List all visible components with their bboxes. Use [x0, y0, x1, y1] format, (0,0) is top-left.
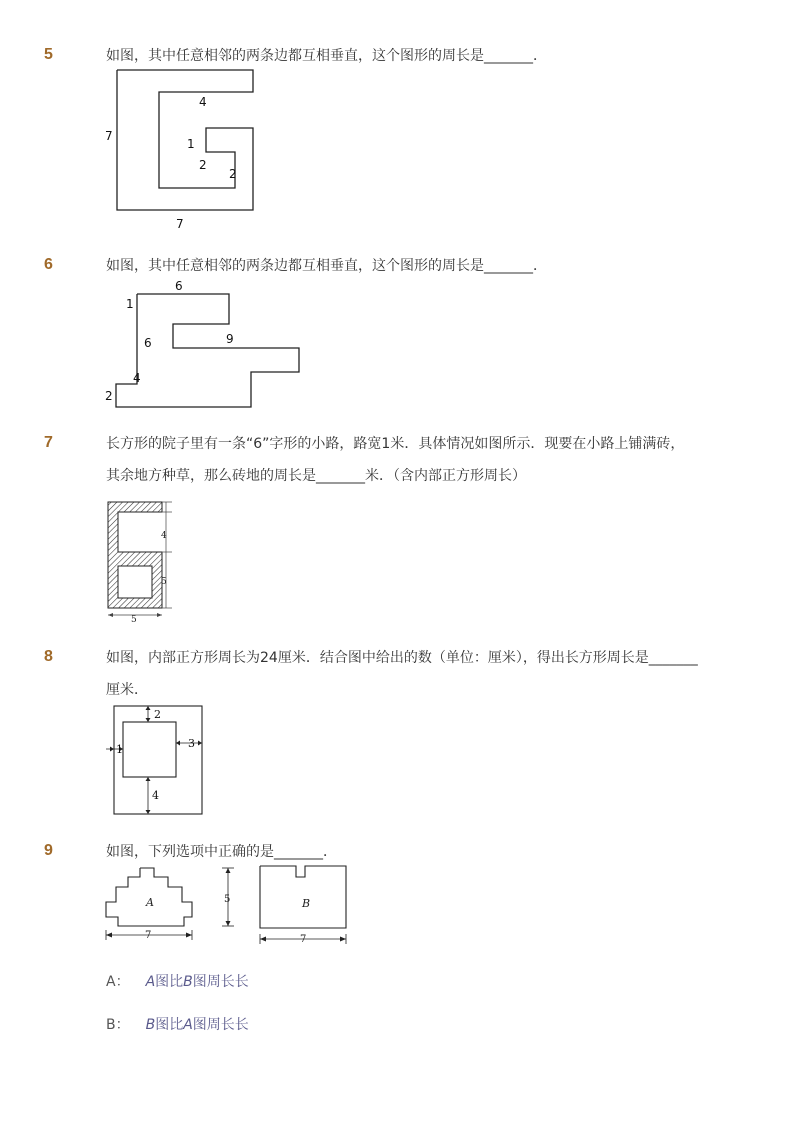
q9-option-b-tail: 图周长长	[192, 1017, 249, 1033]
q8-figure	[102, 700, 208, 818]
question-number-5: 5	[44, 46, 53, 63]
question-8-line-1: 如图，内部正方形周长为24厘米．结合图中给出的数（单位：厘米），得出长方形周长是_______	[106, 650, 698, 666]
q7-label-bottom: 5	[131, 615, 137, 624]
q9-option-b-em2: A	[183, 1017, 193, 1033]
q5-label-top: 4	[199, 95, 207, 109]
q9-option-a-em2: B	[183, 974, 193, 990]
q9-figure	[98, 860, 354, 948]
q5-figure	[95, 62, 275, 237]
question-5-text: 如图，其中任意相邻的两条边都互相垂直，这个图形的周长是_______．	[106, 48, 547, 64]
q7-figure	[100, 496, 190, 624]
q9-label-height: 5	[224, 894, 231, 905]
q8-label-right: 3	[188, 737, 195, 750]
question-number-7: 7	[44, 434, 53, 451]
q5-spiral-outline	[117, 70, 253, 210]
question-number-6: 6	[44, 256, 53, 273]
q6-label-top: 6	[175, 279, 183, 293]
q9-option-a-key: A：	[106, 974, 130, 990]
q7-label-upper: 4	[161, 531, 167, 541]
q8-label-top: 2	[154, 708, 161, 721]
q9-label-width-a: 7	[145, 930, 152, 941]
question-number-9: 9	[44, 842, 53, 859]
q6-label-mid-right: 9	[226, 332, 234, 346]
q9-label-fig-a: A	[146, 896, 154, 909]
q9-option-b-key: B：	[106, 1017, 130, 1033]
q9-option-b-mid: 图比	[155, 1017, 184, 1033]
q7-brick-path	[108, 502, 162, 608]
q8-label-left: 1	[116, 743, 123, 756]
q9-label-width-b: 7	[300, 934, 307, 945]
question-9-text: 如图，下列选项中正确的是_______．	[106, 844, 337, 860]
q5-label-left: 7	[105, 129, 113, 143]
question-7-line-2: 其余地方种草，那么砖地的周长是_______米．（含内部正方形周长）	[106, 468, 526, 484]
q5-label-inner-right: 2	[229, 167, 237, 181]
q9-option-a-tail: 图周长长	[192, 974, 249, 990]
question-8-line-2: 厘米．	[106, 682, 148, 698]
q8-label-bottom: 4	[152, 789, 159, 802]
q6-figure	[95, 276, 315, 416]
q9-option-a[interactable]	[106, 971, 249, 991]
question-number-8: 8	[44, 648, 53, 665]
q6-label-lower-left: 4	[133, 371, 141, 385]
q9-option-a-mid: 图比	[155, 974, 184, 990]
q5-label-inner-mid: 2	[199, 158, 207, 172]
q9-option-b-em1: B	[145, 1017, 156, 1033]
q5-label-inner-left: 1	[187, 137, 195, 151]
q7-inner-outline	[118, 512, 162, 552]
q6-label-top-left: 1	[126, 297, 134, 311]
question-6-text: 如图，其中任意相邻的两条边都互相垂直，这个图形的周长是_______．	[106, 258, 547, 274]
q8-inner-square	[123, 722, 176, 777]
q7-label-lower: 5	[161, 577, 167, 587]
q5-label-bottom: 7	[176, 217, 184, 231]
q6-label-mid-left: 6	[144, 336, 152, 350]
question-7-line-1: 长方形的院子里有一条“6”字形的小路，路宽1米．具体情况如图所示．现要在小路上铺满砖，	[106, 436, 685, 452]
q6-label-bottom-left: 2	[105, 389, 113, 403]
q9-option-a-em1: A	[145, 974, 156, 990]
q6-step-outline	[116, 294, 299, 407]
q9-option-b[interactable]	[106, 1014, 249, 1034]
q9-label-fig-b: B	[302, 897, 311, 910]
